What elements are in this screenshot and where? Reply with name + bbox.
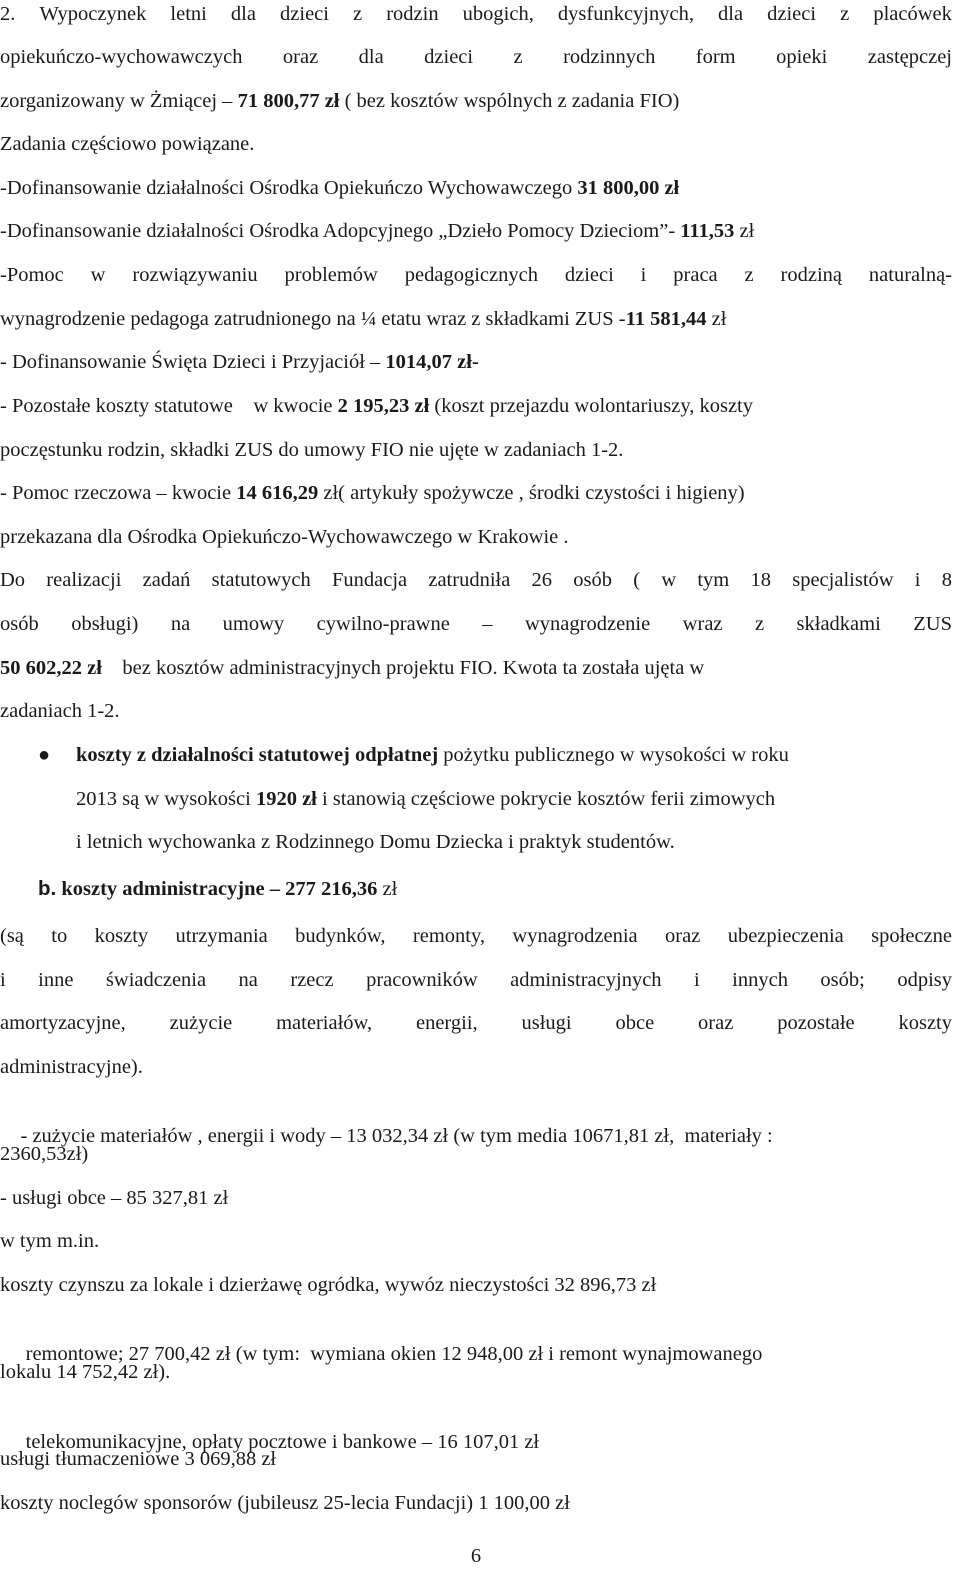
text-segment: zorganizowany w Żmiącej – [0, 90, 233, 112]
text-segment: zł [739, 220, 755, 242]
word: z [840, 3, 850, 25]
text-line [0, 480, 952, 506]
amount-bold: 14 616,29 [236, 482, 319, 504]
text-segment: wynagrodzenie pedagoga zatrudnionego na ¼ etatu wraz z składkami ZUS - [0, 308, 626, 330]
text-line [0, 1, 952, 27]
word: 2. [0, 3, 16, 25]
text-line [0, 44, 952, 70]
text-line-content: i inne świadczenia na rzecz pracowników administracyjnych i innych osób; odpisy [0, 969, 952, 991]
word: letni [170, 3, 207, 25]
text-line [0, 131, 952, 157]
bullet-icon: ● [38, 744, 51, 766]
text-line-content: (są to koszty utrzymania budynków, remonty, wynagrodzenia oraz ubezpieczenia społeczne [0, 925, 952, 947]
text-line [76, 742, 952, 768]
text-line [0, 1010, 952, 1036]
text-line [0, 218, 952, 244]
word: placówek [873, 3, 952, 25]
amount-bold: 111,53 [680, 220, 735, 242]
amount-bold: 31 800,00 zł [577, 177, 680, 199]
text-line [0, 437, 952, 463]
word: dla [230, 3, 256, 25]
word: dla [718, 3, 744, 25]
text-line [0, 1141, 952, 1167]
amount-bold: 1920 zł [255, 788, 317, 810]
text-line-content: i letnich wychowanka z Rodzinnego Domu Dziecka i praktyk studentów. [76, 831, 675, 853]
text-line [0, 349, 952, 375]
text-line-content: w tym m.in. [0, 1230, 100, 1252]
text-segment: - Pomoc rzeczowa – kwocie [0, 482, 232, 504]
text-line [0, 698, 952, 724]
text-line-content: telekomunikacyjne, opłaty pocztowe i bankowe – 16 107,01 zł [20, 1431, 540, 1453]
text-line [0, 611, 952, 637]
text-line [0, 567, 952, 593]
text-line [0, 175, 952, 201]
text-segment: bez kosztów administracyjnych projektu FIO. Kwota ta została ujęta w [122, 657, 705, 679]
text-segment: zł [711, 308, 727, 330]
section-letter: b. [38, 877, 57, 900]
word: rodzin [386, 3, 439, 25]
text-segment: - Pozostałe koszty statutowe w kwocie [0, 395, 333, 417]
text-line-content: 2360,53zł) [0, 1143, 89, 1165]
text-segment: ( bez kosztów wspólnych z zadania FIO) [344, 90, 680, 112]
text-line-content: -Pomoc w rozwiązywaniu problemów pedagogicznych dzieci i praca z rodziną naturalną- [0, 264, 952, 286]
word: z [353, 3, 363, 25]
text-line [0, 1272, 952, 1298]
text-line [0, 88, 952, 114]
heading-bold: koszty z działalności statutowej odpłatnej [76, 744, 439, 766]
word: dysfunkcyjnych, [557, 3, 694, 25]
word: dzieci [767, 3, 817, 25]
text-line [0, 1490, 952, 1516]
text-segment: -Dofinansowanie działalności Ośrodka Opiekuńczo Wychowawczego [0, 177, 573, 199]
text-line-content: zadaniach 1-2. [0, 700, 120, 722]
text-line-content: koszty noclegów sponsorów (jubileusz 25-lecia Fundacji) 1 100,00 zł [0, 1492, 570, 1514]
text-line-content: Do realizacji zadań statutowych Fundacja zatrudniła 26 osób ( w tym 18 specjalistów i 8 [0, 569, 952, 591]
text-segment: i stanowią częściowe pokrycie kosztów ferii zimowych [321, 788, 776, 810]
text-line-content: opiekuńczo-wychowawczych oraz dla dzieci z rodzinnych form opieki zastępczej [0, 46, 952, 68]
text-line-content: koszty czynszu za lokale i dzierżawę ogródka, wywóz nieczystości 32 896,73 zł [0, 1274, 657, 1296]
text-line [0, 262, 952, 288]
text-line [0, 967, 952, 993]
text-segment: 2013 są w wysokości [76, 788, 251, 810]
text-line [0, 1446, 952, 1472]
text-segment: - Dofinansowanie Święta Dzieci i Przyjaciół – [0, 351, 381, 373]
amount-bold: 71 800,77 zł [237, 90, 340, 112]
word: Wypoczynek [39, 3, 147, 25]
text-line-content: usługi tłumaczeniowe 3 069,88 zł [0, 1448, 277, 1470]
text-segment: zł( artykuły spożywcze , środki czystości i higieny) [323, 482, 745, 504]
text-line-content: - usługi obce – 85 327,81 zł [0, 1187, 229, 1209]
text-line-content: lokalu 14 752,42 zł). [0, 1361, 171, 1383]
text-line [0, 524, 952, 550]
text-line-content: remontowe; 27 700,42 zł (w tym: wymiana okien 12 948,00 zł i remont wynajmowanego [20, 1343, 763, 1365]
amount-bold: 50 602,22 zł [0, 657, 102, 679]
amount-bold: 11 581,44 [625, 308, 707, 330]
text-line-content: poczęstunku rodzin, składki ZUS do umowy FIO nie ujęte w zadaniach 1-2. [0, 439, 624, 461]
text-line-content: Zadania częściowo powiązane. [0, 133, 255, 155]
text-line [0, 1359, 952, 1385]
amount-bold: 2 195,23 zł [337, 395, 430, 417]
text-line [0, 306, 952, 332]
text-line [0, 1185, 952, 1211]
word: ubogich, [462, 3, 534, 25]
word: dzieci [280, 3, 329, 25]
text-line [0, 1054, 952, 1080]
page-number: 6 [470, 1545, 482, 1567]
heading-bold: koszty administracyjne – 277 216,36 [61, 878, 378, 900]
text-line [0, 923, 952, 949]
text-line-content: administracyjne). [0, 1056, 143, 1078]
section-heading [38, 876, 952, 902]
text-line-content: osób obsługi) na umowy cywilno-prawne – wynagrodzenie wraz z składkami ZUS [0, 613, 952, 635]
text-segment: -Dofinansowanie działalności Ośrodka Adopcyjnego „Dzieło Pomocy Dzieciom”- [0, 220, 676, 242]
text-line [0, 393, 952, 419]
text-line-content: - zużycie materiałów , energii i wody – 13 032,34 zł (w tym media 10671,81 zł, materiały : [20, 1125, 773, 1147]
text-line-content: amortyzacyjne, zużycie materiałów, energii, usługi obce oraz pozostałe koszty [0, 1012, 952, 1034]
text-segment: (koszt przejazdu wolontariuszy, koszty [434, 395, 754, 417]
text-line [76, 829, 952, 855]
amount-bold: 1014,07 zł- [385, 351, 479, 373]
text-line [0, 1228, 952, 1254]
text-segment: zł [382, 878, 398, 900]
text-segment: pożytku publicznego w wysokości w roku [443, 744, 789, 766]
text-line [76, 786, 952, 812]
text-line [0, 655, 952, 681]
text-line-content: przekazana dla Ośrodka Opiekuńczo-Wychowawczego w Krakowie . [0, 526, 569, 548]
